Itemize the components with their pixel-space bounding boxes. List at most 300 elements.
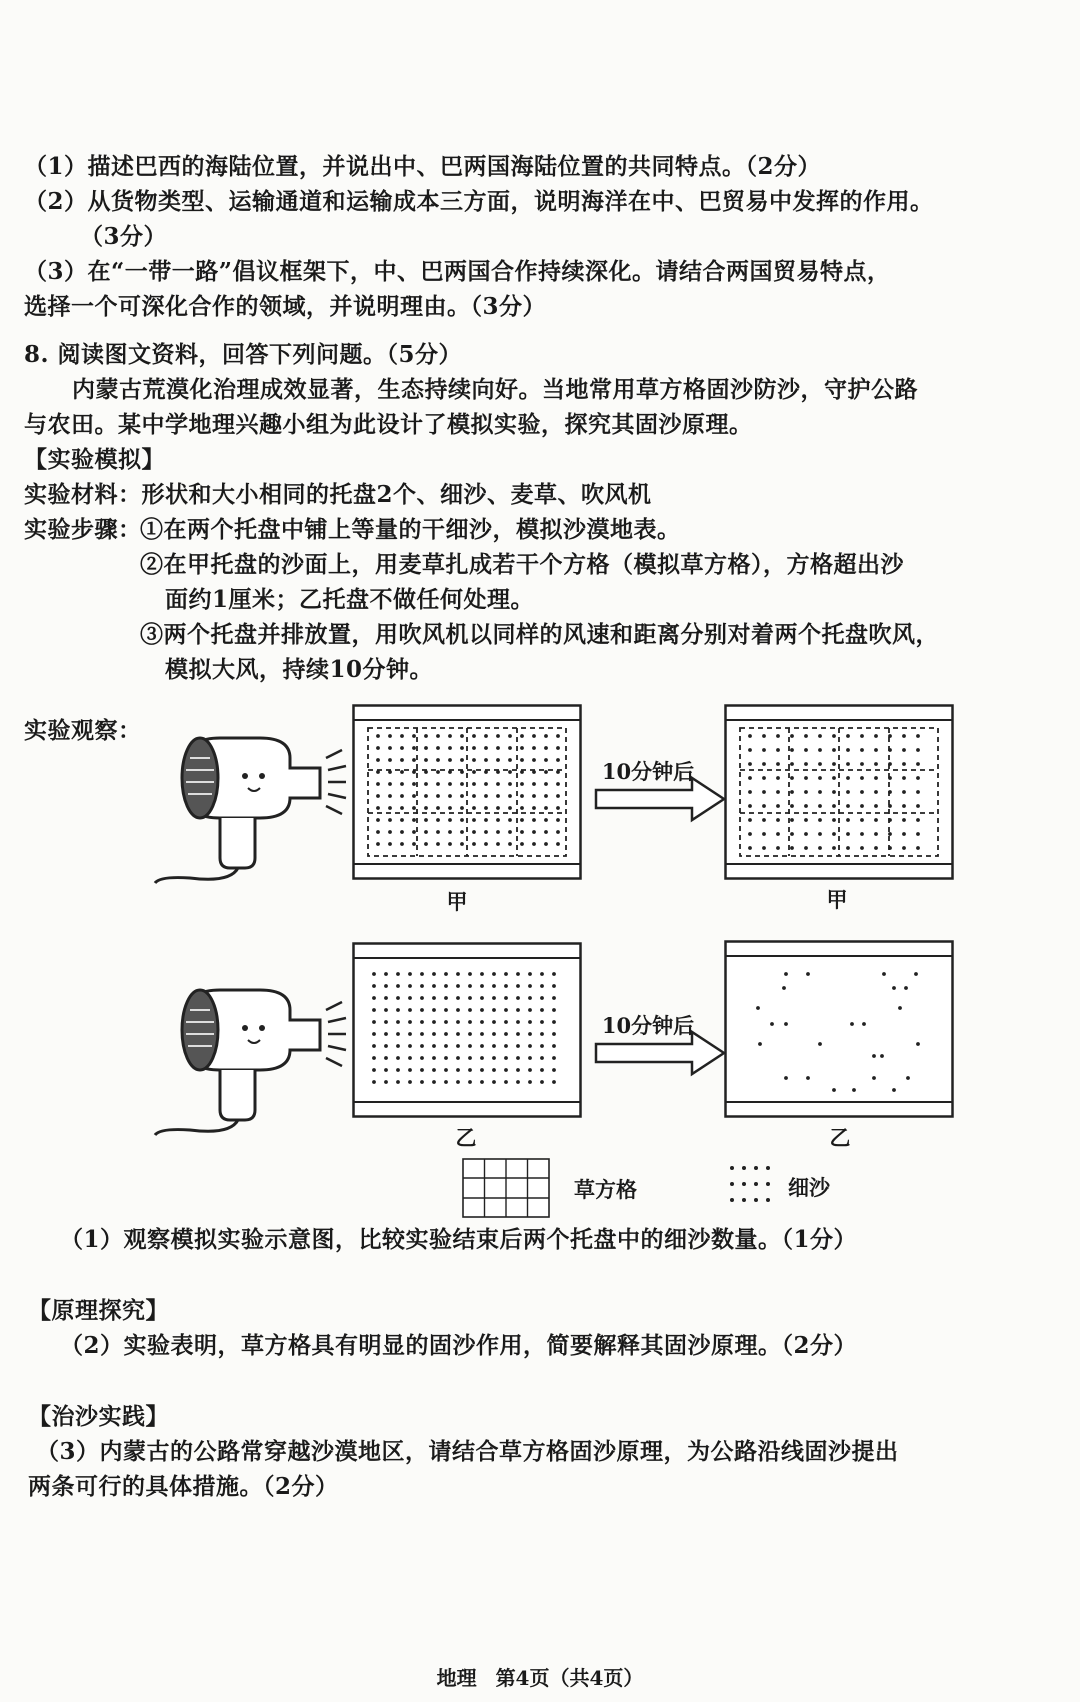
sand-dot bbox=[544, 806, 548, 810]
sand-dot bbox=[888, 790, 892, 794]
step-3: ③两个托盘并排放置，用吹风机以同样的风速和距离分别对着两个托盘吹风， bbox=[140, 621, 939, 648]
sand-dot bbox=[508, 758, 512, 762]
sand-dot bbox=[388, 818, 392, 822]
sand-dot bbox=[516, 996, 520, 1000]
sand-dot bbox=[484, 746, 488, 750]
sand-dot bbox=[804, 748, 808, 752]
sand-dot bbox=[832, 748, 836, 752]
sand-dot bbox=[472, 794, 476, 798]
sand-dot bbox=[384, 984, 388, 988]
sand-dot bbox=[916, 1042, 920, 1046]
sand-dot bbox=[480, 984, 484, 988]
sand-dot bbox=[860, 776, 864, 780]
sand-dot bbox=[880, 1054, 884, 1058]
sand-dot bbox=[496, 734, 500, 738]
sand-dot bbox=[544, 830, 548, 834]
sand-dot bbox=[846, 762, 850, 766]
sand-dot bbox=[492, 972, 496, 976]
sand-dot bbox=[480, 1008, 484, 1012]
sand-dot bbox=[790, 748, 794, 752]
sand-dot bbox=[456, 1020, 460, 1024]
step-2-cont: 面约1厘米；乙托盘不做任何处理。 bbox=[165, 586, 535, 613]
sand-dot bbox=[460, 758, 464, 762]
sand-dot bbox=[762, 818, 766, 822]
sand-dot bbox=[484, 806, 488, 810]
q7-sub1: （1）描述巴西的海陆位置，并说出中、巴两国海陆位置的共同特点。（2分） bbox=[24, 153, 822, 180]
sand-dot bbox=[424, 830, 428, 834]
sand-dot bbox=[748, 776, 752, 780]
sand-dot bbox=[556, 770, 560, 774]
sand-dot bbox=[520, 758, 524, 762]
sand-dot bbox=[906, 1076, 910, 1080]
sand-dot bbox=[804, 804, 808, 808]
sand-dot bbox=[818, 748, 822, 752]
sand-dot bbox=[376, 818, 380, 822]
sand-dot bbox=[444, 1008, 448, 1012]
sand-dot bbox=[520, 782, 524, 786]
sand-dot bbox=[400, 830, 404, 834]
sand-dot bbox=[818, 762, 822, 766]
sand-dot bbox=[460, 734, 464, 738]
sand-dot bbox=[480, 1020, 484, 1024]
sand-dot bbox=[420, 996, 424, 1000]
sand-dot bbox=[396, 1080, 400, 1084]
sand-dot bbox=[468, 1080, 472, 1084]
sand-dot bbox=[784, 972, 788, 976]
q8-sub1: （1）观察模拟实验示意图，比较实验结束后两个托盘中的细沙数量。（1分） bbox=[60, 1226, 858, 1253]
sand-dot bbox=[432, 972, 436, 976]
sand-dot bbox=[400, 842, 404, 846]
sand-dot bbox=[818, 1042, 822, 1046]
sand-dot bbox=[902, 804, 906, 808]
sand-dot bbox=[508, 818, 512, 822]
sand-dot bbox=[432, 1080, 436, 1084]
sand-dot bbox=[456, 996, 460, 1000]
sand-dot bbox=[384, 1056, 388, 1060]
sand-dot bbox=[396, 1068, 400, 1072]
sand-dot bbox=[448, 818, 452, 822]
sand-dot bbox=[846, 776, 850, 780]
sand-dot bbox=[916, 776, 920, 780]
sand-dot bbox=[436, 746, 440, 750]
sand-dot bbox=[468, 1068, 472, 1072]
sand-dot bbox=[436, 806, 440, 810]
sand-dot bbox=[804, 734, 808, 738]
sand-dot bbox=[448, 782, 452, 786]
sand-dot bbox=[508, 830, 512, 834]
sand-dot bbox=[860, 846, 864, 850]
sand-dot bbox=[804, 818, 808, 822]
sand-dot bbox=[832, 776, 836, 780]
sand-dot bbox=[376, 734, 380, 738]
sand-dot bbox=[420, 1056, 424, 1060]
sand-dot bbox=[448, 806, 452, 810]
sand-dot bbox=[472, 746, 476, 750]
sand-dot bbox=[496, 806, 500, 810]
sand-dot bbox=[846, 804, 850, 808]
sand-dot bbox=[532, 782, 536, 786]
sand-dot bbox=[508, 734, 512, 738]
sand-dot bbox=[496, 842, 500, 846]
sand-dot bbox=[888, 734, 892, 738]
arrow-label: 10分钟后 bbox=[601, 1013, 695, 1038]
sand-dot bbox=[540, 1080, 544, 1084]
sand-dot bbox=[902, 818, 906, 822]
sand-dot bbox=[424, 734, 428, 738]
sand-dot bbox=[372, 996, 376, 1000]
sand-dot bbox=[806, 1076, 810, 1080]
step-2: ②在甲托盘的沙面上，用麦草扎成若干个方格（模拟草方格），方格超出沙 bbox=[140, 551, 904, 578]
sand-dot bbox=[528, 972, 532, 976]
sand-dot bbox=[540, 1020, 544, 1024]
sand-dot bbox=[888, 818, 892, 822]
sand-dot bbox=[372, 1044, 376, 1048]
sand-dot bbox=[472, 842, 476, 846]
sand-dot bbox=[504, 1056, 508, 1060]
sand-dot bbox=[412, 770, 416, 774]
sand-dot bbox=[888, 804, 892, 808]
sand-dot bbox=[748, 804, 752, 808]
sand-dot bbox=[516, 972, 520, 976]
sand-dot bbox=[818, 734, 822, 738]
sand-dot bbox=[762, 748, 766, 752]
sand-dot bbox=[408, 1080, 412, 1084]
page-footer bbox=[0, 1662, 1080, 1691]
sand-dot bbox=[448, 734, 452, 738]
sand-dot bbox=[448, 770, 452, 774]
section-experiment: 【实验模拟】 bbox=[24, 446, 165, 473]
sand-dot bbox=[540, 1008, 544, 1012]
sand-dot bbox=[516, 1044, 520, 1048]
sand-dot bbox=[888, 846, 892, 850]
sand-dot bbox=[372, 972, 376, 976]
sand-dot bbox=[396, 1032, 400, 1036]
q8-intro-cont: 与农田。某中学地理兴趣小组为此设计了模拟实验，探究其固沙原理。 bbox=[24, 411, 753, 438]
sand-dot bbox=[818, 832, 822, 836]
sand-dot bbox=[400, 746, 404, 750]
sand-dot bbox=[540, 1068, 544, 1072]
sand-dot bbox=[372, 1020, 376, 1024]
sand-dot bbox=[472, 806, 476, 810]
sand-dot bbox=[460, 794, 464, 798]
sand-legend-icon bbox=[728, 1164, 774, 1204]
sand-dot bbox=[544, 794, 548, 798]
sand-dot bbox=[460, 842, 464, 846]
sand-dot bbox=[776, 762, 780, 766]
sand-dot bbox=[436, 758, 440, 762]
sand-dot bbox=[532, 794, 536, 798]
sand-dot bbox=[396, 1008, 400, 1012]
sand-dot bbox=[408, 1008, 412, 1012]
sand-dot bbox=[790, 776, 794, 780]
sand-dot bbox=[396, 1020, 400, 1024]
sand-dot bbox=[448, 842, 452, 846]
sand-dot bbox=[496, 830, 500, 834]
sand-dot bbox=[492, 1008, 496, 1012]
sand-dot bbox=[424, 806, 428, 810]
sand-dot bbox=[456, 1056, 460, 1060]
sand-dot bbox=[916, 790, 920, 794]
q8-sub3: （3）内蒙古的公路常穿越沙漠地区，请结合草方格固沙原理，为公路沿线固沙提出 bbox=[36, 1438, 899, 1465]
sand-dot bbox=[762, 776, 766, 780]
sand-dot bbox=[480, 1068, 484, 1072]
sand-dot bbox=[874, 846, 878, 850]
sand-dot bbox=[916, 832, 920, 836]
sand-dot bbox=[790, 762, 794, 766]
sand-dot bbox=[516, 1020, 520, 1024]
sand-dot bbox=[456, 1008, 460, 1012]
sand-dot bbox=[902, 762, 906, 766]
sand-dot bbox=[444, 1080, 448, 1084]
sand-dot bbox=[544, 770, 548, 774]
sand-dot bbox=[782, 986, 786, 990]
sand-dot bbox=[508, 794, 512, 798]
sand-dot bbox=[412, 830, 416, 834]
q7-sub3: （3）在“一带一路”倡议框架下，中、巴两国合作持续深化。请结合两国贸易特点， bbox=[24, 258, 891, 285]
sand-dot bbox=[874, 734, 878, 738]
sand-dot bbox=[436, 794, 440, 798]
sand-dot bbox=[916, 804, 920, 808]
sand-dot bbox=[904, 986, 908, 990]
sand-dot bbox=[804, 776, 808, 780]
sand-dot bbox=[384, 972, 388, 976]
sand-dot bbox=[436, 830, 440, 834]
sand-dot bbox=[846, 818, 850, 822]
sand-dot bbox=[376, 794, 380, 798]
sand-dot bbox=[448, 746, 452, 750]
sand-dot bbox=[424, 770, 428, 774]
sand-dot bbox=[376, 806, 380, 810]
sand-dot bbox=[832, 762, 836, 766]
sand-dot bbox=[468, 1044, 472, 1048]
sand-dot bbox=[412, 758, 416, 762]
sand-dot bbox=[432, 1008, 436, 1012]
legend-sand-label: 细沙 bbox=[788, 1175, 830, 1200]
sand-dot bbox=[384, 1020, 388, 1024]
sand-dot bbox=[874, 776, 878, 780]
sand-dot bbox=[846, 846, 850, 850]
sand-dot bbox=[846, 734, 850, 738]
sand-dot bbox=[400, 794, 404, 798]
sand-dot bbox=[372, 1068, 376, 1072]
sand-dot bbox=[420, 1008, 424, 1012]
sand-dot bbox=[504, 1032, 508, 1036]
sand-dot bbox=[408, 1044, 412, 1048]
sand-dot bbox=[444, 996, 448, 1000]
sand-dot bbox=[818, 776, 822, 780]
sand-dot bbox=[776, 818, 780, 822]
sand-dot bbox=[508, 746, 512, 750]
sand-dot bbox=[504, 1080, 508, 1084]
sand-dot bbox=[384, 996, 388, 1000]
sand-dot bbox=[528, 1020, 532, 1024]
sand-dot bbox=[916, 762, 920, 766]
sand-dot bbox=[888, 832, 892, 836]
sand-dot bbox=[532, 830, 536, 834]
sand-dot bbox=[874, 748, 878, 752]
sand-dot bbox=[748, 748, 752, 752]
sand-dot bbox=[762, 804, 766, 808]
sand-dot bbox=[372, 1032, 376, 1036]
sand-dot bbox=[424, 746, 428, 750]
sand-dot bbox=[520, 770, 524, 774]
sand-dot bbox=[492, 1032, 496, 1036]
sand-dot bbox=[532, 842, 536, 846]
sand-dot bbox=[748, 832, 752, 836]
sand-dot bbox=[396, 1044, 400, 1048]
sand-dot bbox=[874, 818, 878, 822]
grass-grid-legend-icon bbox=[462, 1158, 552, 1220]
sand-dot bbox=[456, 984, 460, 988]
sand-dot bbox=[776, 832, 780, 836]
sand-dot bbox=[776, 776, 780, 780]
sand-dot bbox=[556, 758, 560, 762]
sand-dot bbox=[504, 984, 508, 988]
sand-dot bbox=[516, 984, 520, 988]
sand-dot bbox=[556, 734, 560, 738]
sand-dot bbox=[448, 758, 452, 762]
tray-jia-before bbox=[352, 704, 582, 880]
legend-grass-label: 草方格 bbox=[574, 1177, 637, 1202]
sand-dot bbox=[544, 758, 548, 762]
sand-dot bbox=[556, 830, 560, 834]
sand-dot bbox=[770, 1022, 774, 1026]
steps-label: 实验步骤： bbox=[24, 516, 142, 543]
sand-dot bbox=[790, 804, 794, 808]
sand-dot bbox=[376, 746, 380, 750]
sand-dot bbox=[388, 734, 392, 738]
sand-dot bbox=[480, 1044, 484, 1048]
sand-dot bbox=[552, 1080, 556, 1084]
sand-dot bbox=[408, 984, 412, 988]
sand-dot bbox=[818, 804, 822, 808]
sand-dot bbox=[456, 1080, 460, 1084]
sand-dot bbox=[832, 734, 836, 738]
step-1: ①在两个托盘中铺上等量的干细沙，模拟沙漠地表。 bbox=[140, 516, 681, 543]
sand-dot bbox=[504, 972, 508, 976]
sand-dot bbox=[832, 790, 836, 794]
sand-dot bbox=[540, 1032, 544, 1036]
sand-dot bbox=[860, 832, 864, 836]
sand-dot bbox=[420, 984, 424, 988]
sand-dot bbox=[496, 818, 500, 822]
sand-dot bbox=[468, 1008, 472, 1012]
sand-dot bbox=[532, 818, 536, 822]
sand-dot bbox=[412, 806, 416, 810]
tray-label-jia: 甲 bbox=[446, 889, 468, 914]
sand-dot bbox=[756, 1006, 760, 1010]
sand-dot bbox=[468, 984, 472, 988]
sand-dot bbox=[860, 818, 864, 822]
hair-dryer-icon bbox=[150, 970, 350, 1140]
sand-dot bbox=[432, 984, 436, 988]
sand-dot bbox=[492, 1020, 496, 1024]
sand-dot bbox=[496, 758, 500, 762]
sand-dot bbox=[484, 830, 488, 834]
sand-dot bbox=[516, 1056, 520, 1060]
sand-dot bbox=[776, 804, 780, 808]
sand-dot bbox=[804, 762, 808, 766]
sand-dot bbox=[902, 790, 906, 794]
sand-dot bbox=[516, 1032, 520, 1036]
sand-dot bbox=[556, 806, 560, 810]
section-practice: 【治沙实践】 bbox=[28, 1403, 169, 1430]
sand-dot bbox=[424, 794, 428, 798]
sand-dot bbox=[790, 734, 794, 738]
sand-dot bbox=[556, 794, 560, 798]
sand-dot bbox=[408, 996, 412, 1000]
sand-dot bbox=[456, 1068, 460, 1072]
sand-dot bbox=[460, 830, 464, 834]
sand-dot bbox=[420, 1068, 424, 1072]
tray-jia-after bbox=[724, 704, 954, 880]
sand-dot bbox=[412, 818, 416, 822]
sand-dot bbox=[420, 1032, 424, 1036]
sand-dot bbox=[384, 1080, 388, 1084]
sand-dot bbox=[408, 1068, 412, 1072]
sand-dot bbox=[388, 794, 392, 798]
sand-dot bbox=[818, 790, 822, 794]
sand-dot bbox=[480, 972, 484, 976]
sand-dot bbox=[448, 794, 452, 798]
sand-dot bbox=[396, 996, 400, 1000]
sand-dot bbox=[504, 1008, 508, 1012]
sand-dot bbox=[528, 1080, 532, 1084]
sand-dot bbox=[472, 770, 476, 774]
sand-dot bbox=[400, 806, 404, 810]
step-3-cont: 模拟大风，持续10分钟。 bbox=[165, 656, 434, 683]
sand-dot bbox=[748, 846, 752, 850]
tray-label-yi-after: 乙 bbox=[829, 1125, 851, 1150]
q7-sub2-points: （3分） bbox=[80, 223, 168, 250]
sand-dot bbox=[552, 996, 556, 1000]
sand-dot bbox=[460, 746, 464, 750]
sand-dot bbox=[860, 790, 864, 794]
sand-dot bbox=[872, 1054, 876, 1058]
sand-dot bbox=[400, 770, 404, 774]
sand-dot bbox=[492, 996, 496, 1000]
sand-dot bbox=[806, 972, 810, 976]
section-principle: 【原理探究】 bbox=[28, 1297, 169, 1324]
sand-dot bbox=[902, 748, 906, 752]
sand-dot bbox=[790, 846, 794, 850]
tray-label-jia-after: 甲 bbox=[826, 887, 848, 912]
tray-yi-after bbox=[724, 940, 954, 1118]
sand-dot bbox=[862, 1022, 866, 1026]
sand-dot bbox=[480, 996, 484, 1000]
sand-dot bbox=[492, 1044, 496, 1048]
sand-dot bbox=[850, 1022, 854, 1026]
sand-dot bbox=[424, 758, 428, 762]
sand-dot bbox=[532, 758, 536, 762]
sand-dot bbox=[888, 762, 892, 766]
sand-dot bbox=[408, 1056, 412, 1060]
sand-dot bbox=[552, 1056, 556, 1060]
sand-dot bbox=[892, 1088, 896, 1092]
sand-dot bbox=[552, 1020, 556, 1024]
sand-dot bbox=[902, 734, 906, 738]
sand-dot bbox=[846, 748, 850, 752]
sand-dot bbox=[832, 804, 836, 808]
sand-dot bbox=[388, 746, 392, 750]
tray-label-yi: 乙 bbox=[455, 1125, 477, 1150]
sand-dot bbox=[496, 782, 500, 786]
sand-dot bbox=[436, 770, 440, 774]
sand-dot bbox=[420, 972, 424, 976]
sand-dot bbox=[532, 734, 536, 738]
sand-dot bbox=[544, 818, 548, 822]
sand-dot bbox=[818, 846, 822, 850]
